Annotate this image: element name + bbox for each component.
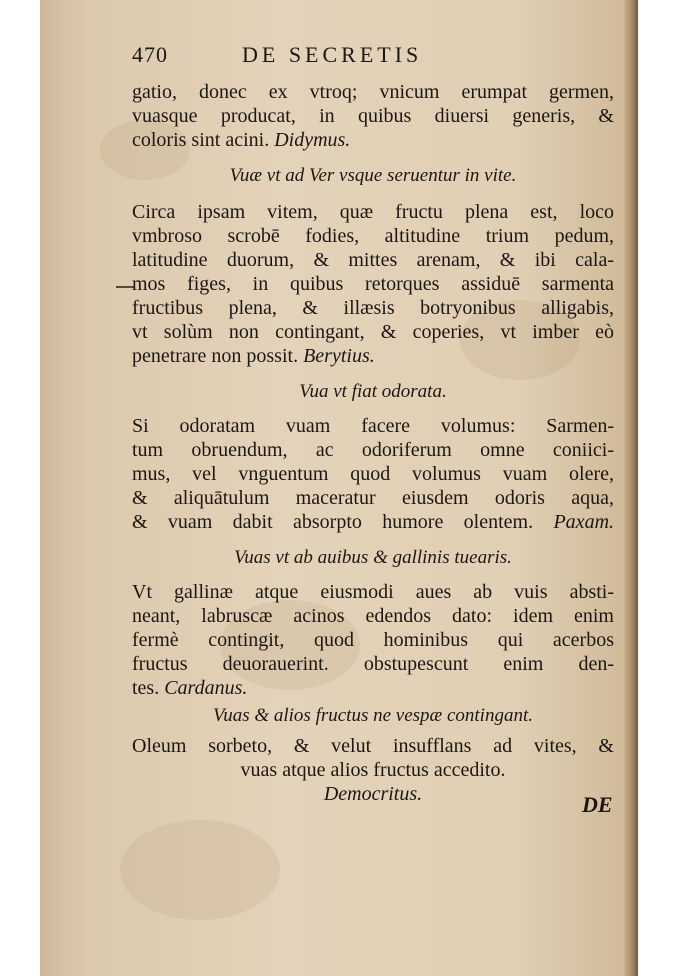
text-line: tes. Cardanus. xyxy=(132,677,248,699)
text-line: penetrare non possit. Berytius. xyxy=(132,345,375,367)
catchword: DE xyxy=(582,792,613,817)
section-heading: Vuas & alios fructus ne vespæ contingant. xyxy=(213,705,533,726)
text-line: mos figes, in quibus retorques assiduē sarmenta xyxy=(132,273,614,295)
author-citation: Paxam. xyxy=(553,511,615,533)
author-citation: Cardanus. xyxy=(164,677,248,699)
page-number: 470 xyxy=(132,42,168,67)
text-line: fructus deuorauerint. obstupescunt enim den- xyxy=(132,653,614,675)
text-line: coloris sint acini. Didymus. xyxy=(132,129,351,151)
text-line: Circa ipsam vitem, quæ fructu plena est, loco xyxy=(132,201,614,223)
author-citation: Democritus. xyxy=(323,783,423,805)
text-line: fermè contingit, quod hominibus qui acerbos xyxy=(132,629,614,651)
running-head: DE SECRETIS xyxy=(242,42,423,67)
text-line: vuasque producat, in quibus diuersi generis, & xyxy=(132,105,614,127)
page-header xyxy=(132,40,620,76)
text-line: neant, labruscæ acinos edendos dato: idem enim xyxy=(132,605,614,627)
section-heading: Vuæ vt ad Ver vsque seruentur in vite. xyxy=(229,165,517,186)
text-line: & aliquātulum maceratur eiusdem odoris aqua, xyxy=(132,487,614,509)
text-line: Si odoratam vuam facere volumus: Sarmen- xyxy=(132,415,614,437)
text-line: vuas atque alios fructus accedito. xyxy=(240,759,506,781)
text-line: Vt gallinæ atque eiusmodi aues ab vuis absti- xyxy=(132,581,614,603)
text-line: tum obruendum, ac odoriferum omne coniici- xyxy=(132,439,614,461)
section-heading: Vua vt fiat odorata. xyxy=(299,381,447,402)
book-spine xyxy=(624,0,638,976)
text-line: Oleum sorbeto, & velut insufflans ad vites, & xyxy=(132,735,614,757)
text-line: vt solùm non contingant, & coperies, vt imber eò xyxy=(132,321,614,343)
text-line: & vuam dabit absorpto humore olentem. Paxam. xyxy=(132,511,615,533)
text-line: fructibus plena, & illæsis botryonibus alligabis, xyxy=(132,297,614,319)
text-line: latitudine duorum, & mittes arenam, & ibi cala- xyxy=(132,249,614,271)
text-line: gatio, donec ex vtroq; vnicum erumpat germen, xyxy=(132,81,614,103)
author-citation: Berytius. xyxy=(303,345,375,367)
author-citation: Didymus. xyxy=(274,129,351,151)
text-line: mus, vel vnguentum quod volumus vuam olere, xyxy=(132,463,614,485)
section-heading: Vuas vt ab auibus & gallinis tuearis. xyxy=(234,547,512,568)
text-line: vmbroso scrobē fodies, altitudine trium pedum, xyxy=(132,225,614,247)
